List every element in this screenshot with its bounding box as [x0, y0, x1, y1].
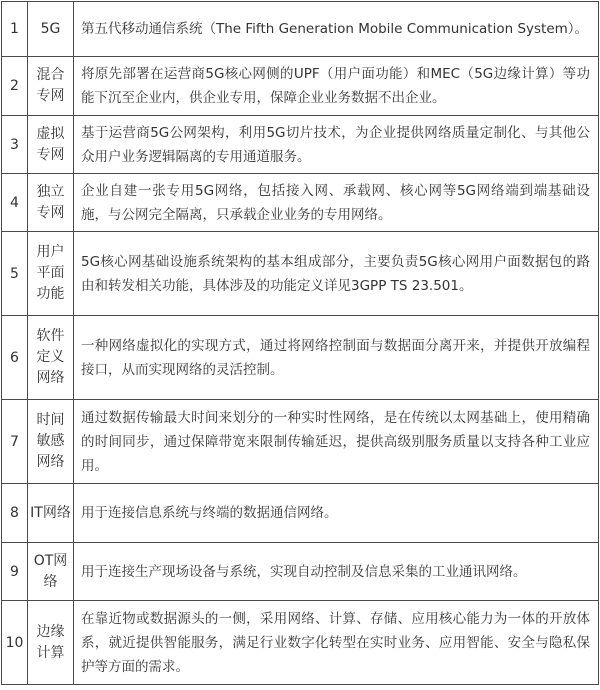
description-cell: 通过数据传输最大时间来划分的一种实时性网络，是在传统以太网基础上，使用精确的时间同步，通过保障带宽来限制传输延迟，提供高级别服务质量以支持各种工业应用。 — [74, 400, 599, 484]
table-row — [2, 543, 599, 601]
description-cell: 基于运营商5G公网架构，利用5G切片技术，为企业提供网络质量定制化、与其他公众用户业务逻辑隔离的专用通道服务。 — [74, 116, 599, 174]
row-number: 6 — [2, 316, 28, 400]
description-cell: 用于连接生产现场设备与系统，实现自动控制及信息采集的工业通讯网络。 — [74, 543, 599, 601]
description-cell: 第五代移动通信系统（The Fifth Generation Mobile Communication System）。 — [74, 2, 599, 57]
row-number: 7 — [2, 400, 28, 484]
description-cell: 一种网络虚拟化的实现方式，通过将网络控制面与数据面分离开来，并提供开放编程接口，从而实现网络的灵活控制。 — [74, 316, 599, 400]
row-number: 3 — [2, 116, 28, 174]
row-number: 8 — [2, 484, 28, 543]
description-cell: 将原先部署在运营商5G核心网侧的UPF（用户面功能）和MEC（5G边缘计算）等功能下沉至企业内，供企业专用，保障企业业务数据不出企业。 — [74, 57, 599, 116]
row-number: 9 — [2, 543, 28, 601]
term-cell: 虚拟专网 — [28, 116, 74, 174]
row-number: 4 — [2, 174, 28, 232]
table-row — [2, 316, 599, 400]
table-row — [2, 116, 599, 174]
row-number: 2 — [2, 57, 28, 116]
description-cell: 企业自建一张专用5G网络，包括接入网、承载网、核心网等5G网络端到端基础设施，与公网完全隔离，只承载企业业务的专用网络。 — [74, 174, 599, 232]
row-number: 1 — [2, 2, 28, 57]
table-row — [2, 57, 599, 116]
table-row — [2, 2, 599, 57]
table-row — [2, 484, 599, 543]
term-cell: OT网络 — [28, 543, 74, 601]
table-row — [2, 232, 599, 316]
description-cell: 5G核心网基础设施系统架构的基本组成部分，主要负责5G核心网用户面数据包的路由和转发相关功能，具体涉及的功能定义详见3GPP TS 23.501。 — [74, 232, 599, 316]
term-cell: 用户平面功能 — [28, 232, 74, 316]
table-row — [2, 400, 599, 484]
term-cell: IT网络 — [28, 484, 74, 543]
description-cell: 用于连接信息系统与终端的数据通信网络。 — [74, 484, 599, 543]
row-number: 5 — [2, 232, 28, 316]
description-cell: 在靠近物或数据源头的一侧，采用网络、计算、存储、应用核心能力为一体的开放体系，就近提供智能服务，满足行业数字化转型在实时业务、应用智能、安全与隐私保护等方面的需求。 — [74, 601, 599, 685]
term-cell: 独立专网 — [28, 174, 74, 232]
table-row — [2, 174, 599, 232]
glossary-table — [1, 1, 599, 685]
term-cell: 时间敏感网络 — [28, 400, 74, 484]
term-cell: 混合专网 — [28, 57, 74, 116]
term-cell: 软件定义网络 — [28, 316, 74, 400]
term-cell: 5G — [28, 2, 74, 57]
table-row — [2, 601, 599, 685]
term-cell: 边缘计算 — [28, 601, 74, 685]
row-number: 10 — [2, 601, 28, 685]
